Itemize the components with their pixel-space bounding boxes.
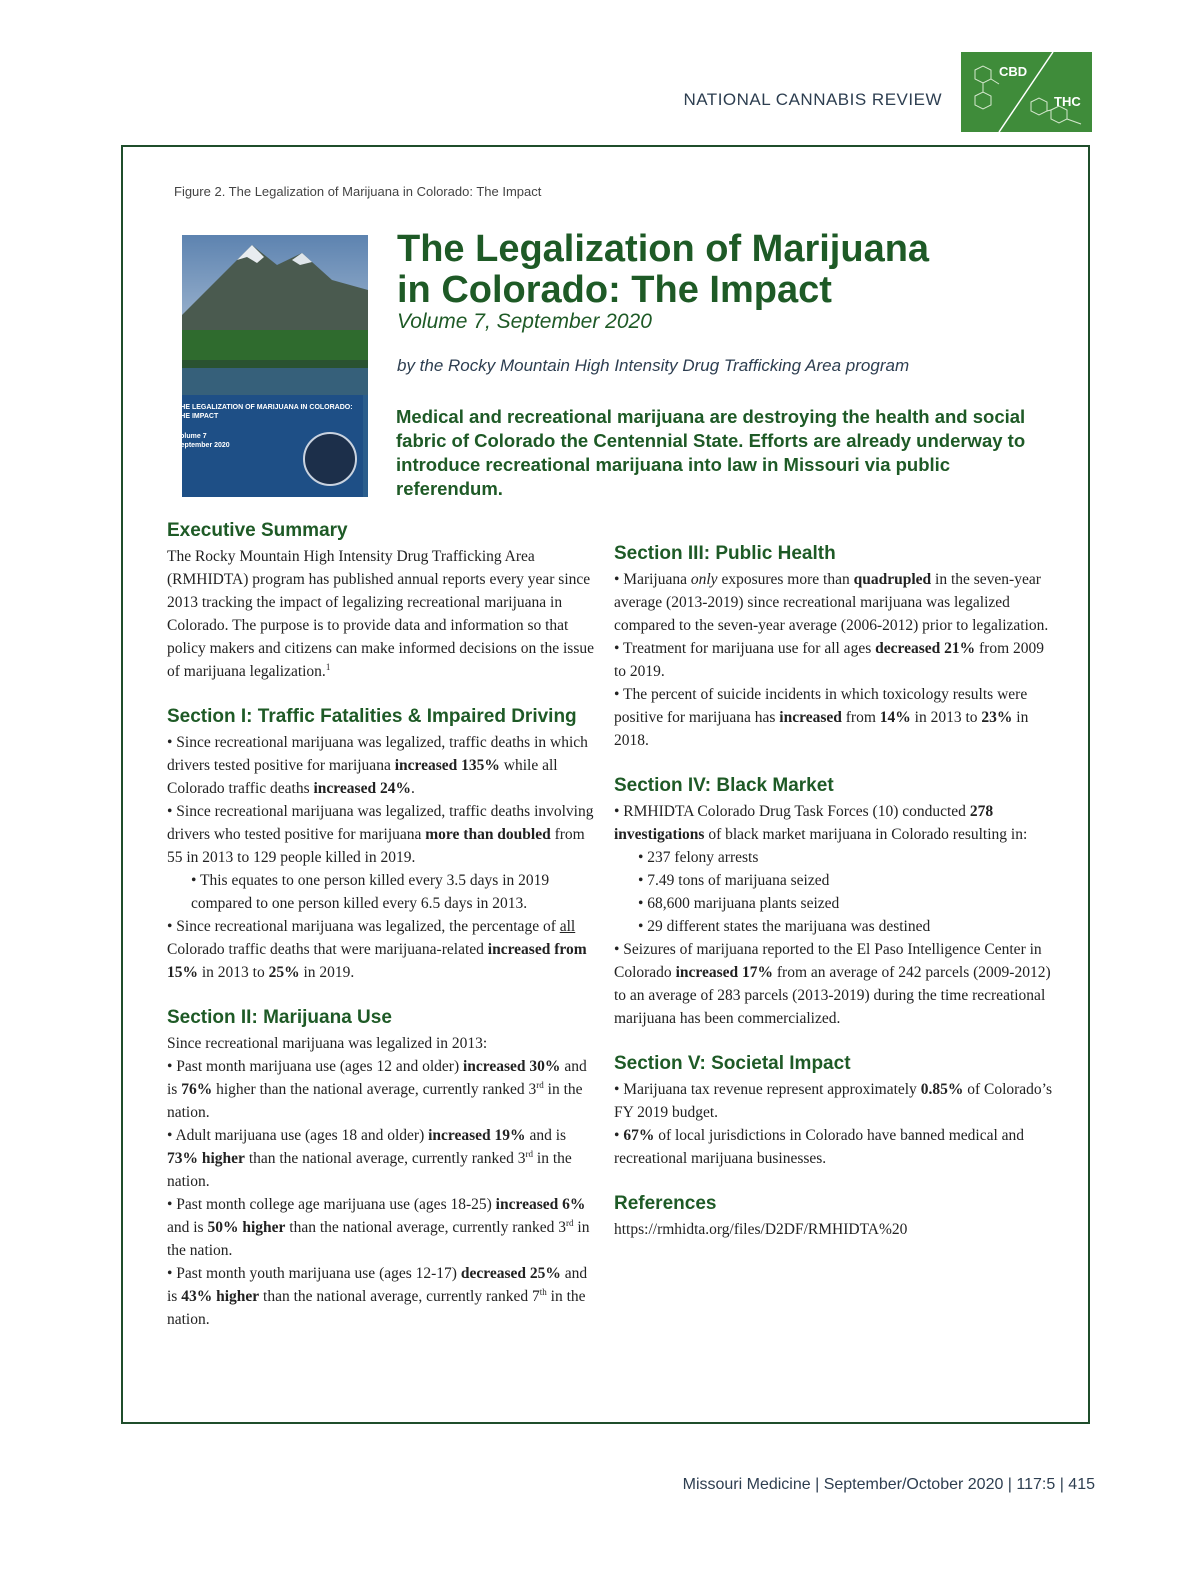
report-title-line1: The Legalization of Marijuana	[397, 228, 930, 270]
section-3-heading: Section III: Public Health	[614, 543, 836, 564]
section-1-bullet: • Since recreational marijuana was legalized, the percentage of all Colorado traffic deaths that were marijuana-related increased from 15% in 2013 to 25% in 2019.	[167, 918, 587, 981]
references-heading: References	[614, 1193, 717, 1214]
lead-statement: Medical and recreational marijuana are destroying the health and social fabric of Colorado the Centennial State. Efforts are already underway to introduce recreational marijuana into law in Missouri via public referendum.	[396, 406, 1026, 499]
cbd-thc-logo	[961, 52, 1092, 132]
section-4-sub-bullet: • 7.49 tons of marijuana seized	[638, 872, 830, 889]
section-4-bullet: • Seizures of marijuana reported to the El Paso Intelligence Center in Colorado increased 17% from an average of 242 parcels (2009-2012) to an average of 283 parcels (2013-2019) during the time recreational marijuana has been commercialized.	[614, 941, 1051, 1027]
report-byline: by the Rocky Mountain High Intensity Drug Trafficking Area program	[397, 356, 910, 375]
reference-link[interactable]: https://rmhidta.org/files/D2DF/RMHIDTA%20	[614, 1221, 908, 1238]
report-title	[397, 229, 1017, 311]
section-2-heading: Section II: Marijuana Use	[167, 1007, 392, 1028]
section-4-heading: Section IV: Black Market	[614, 775, 834, 796]
section-4-bullet: • RMHIDTA Colorado Drug Task Forces (10) conducted 278 investigations of black market marijuana in Colorado resulting in:	[614, 803, 1028, 843]
left-column	[167, 519, 597, 1331]
right-column	[614, 542, 1054, 1241]
section-2-intro: Since recreational marijuana was legalized in 2013:	[167, 1035, 488, 1052]
report-title-line2: in Colorado: The Impact	[397, 269, 832, 311]
section-3-bullet: • Marijuana only exposures more than quadrupled in the seven-year average (2013-2019) since recreational marijuana was legalized compared to the seven-year average (2006-2012) prior to legalization.	[614, 571, 1049, 634]
thc-label: THC	[1054, 94, 1081, 109]
executive-summary-heading: Executive Summary	[167, 520, 348, 541]
section-3-bullet: • Treatment for marijuana use for all ages decreased 21% from 2009 to 2019.	[614, 640, 1045, 680]
cbd-label: CBD	[999, 64, 1028, 79]
cover-volume	[176, 432, 230, 450]
section-5-bullet: • Marijuana tax revenue represent approximately 0.85% of Colorado’s FY 2019 budget.	[614, 1081, 1052, 1121]
cover-volume-date: September 2020	[176, 442, 230, 449]
executive-summary-text: The Rocky Mountain High Intensity Drug Trafficking Area (RMHIDTA) program has published annual reports every year since 2013 tracking the impact of legalizing recreational marijuana in Colorado. The purpose is to provide data and information so that policy makers and citizens can make informed decisions on the issue of marijuana legalization.$^1$	[167, 548, 594, 680]
section-5-heading: Section V: Societal Impact	[614, 1053, 851, 1074]
cover-title: THE LEGALIZATION OF MARIJUANA IN COLORADO: THE IMPACT	[176, 404, 353, 420]
section-2-bullet: • Past month youth marijuana use (ages 12-17) decreased 25% and is 43% higher than the national average, currently ranked 7th in the nation.	[167, 1265, 588, 1328]
section-1-bullet: • Since recreational marijuana was legalized, traffic deaths in which drivers tested positive for marijuana increased 135% while all Colorado traffic deaths increased 24%.	[167, 734, 588, 797]
section-2-bullet: • Past month marijuana use (ages 12 and older) increased 30% and is 76% higher than the national average, currently ranked 3rd in the nation.	[167, 1058, 587, 1121]
section-4-sub-bullet: • 29 different states the marijuana was destined	[638, 918, 931, 935]
section-5-bullet: • 67% of local jurisdictions in Colorado have banned medical and recreational marijuana businesses.	[614, 1127, 1025, 1167]
mountain-landscape-image	[182, 235, 368, 395]
section-2-bullet: • Adult marijuana use (ages 18 and older) increased 19% and is 73% higher than the national average, currently ranked 3rd in the nation.	[167, 1127, 572, 1190]
hidta-seal-icon	[303, 432, 357, 486]
section-4-sub-bullet: • 237 felony arrests	[638, 849, 759, 866]
section-1-bullet: • Since recreational marijuana was legalized, traffic deaths involving drivers who tested positive for marijuana more than doubled from 55 in 2013 to 129 people killed in 2019.	[167, 803, 594, 866]
figure-caption: Figure 2. The Legalization of Marijuana in Colorado: The Impact	[174, 184, 542, 199]
page-footer: Missouri Medicine | September/October 2020 | 117:5 | 415	[682, 1476, 1095, 1493]
section-2-bullet: • Past month college age marijuana use (ages 18-25) increased 6% and is 50% higher than the national average, currently ranked 3rd in the nation.	[167, 1196, 590, 1259]
report-volume: Volume 7, September 2020	[397, 310, 652, 333]
section-3-bullet: • The percent of suicide incidents in which toxicology results were positive for marijuana has increased from 14% in 2013 to 23% in 2018.	[614, 686, 1029, 749]
section-1-sub-bullet: • This equates to one person killed every 3.5 days in 2019 compared to one person killed every 6.5 days in 2013.	[191, 872, 550, 912]
section-1-heading: Section I: Traffic Fatalities & Impaired Driving	[167, 706, 577, 727]
section-4-sub-bullet: • 68,600 marijuana plants seized	[638, 895, 840, 912]
cover-volume-number: Volume 7	[176, 433, 207, 440]
publication-title: NATIONAL CANNABIS REVIEW	[683, 90, 942, 109]
